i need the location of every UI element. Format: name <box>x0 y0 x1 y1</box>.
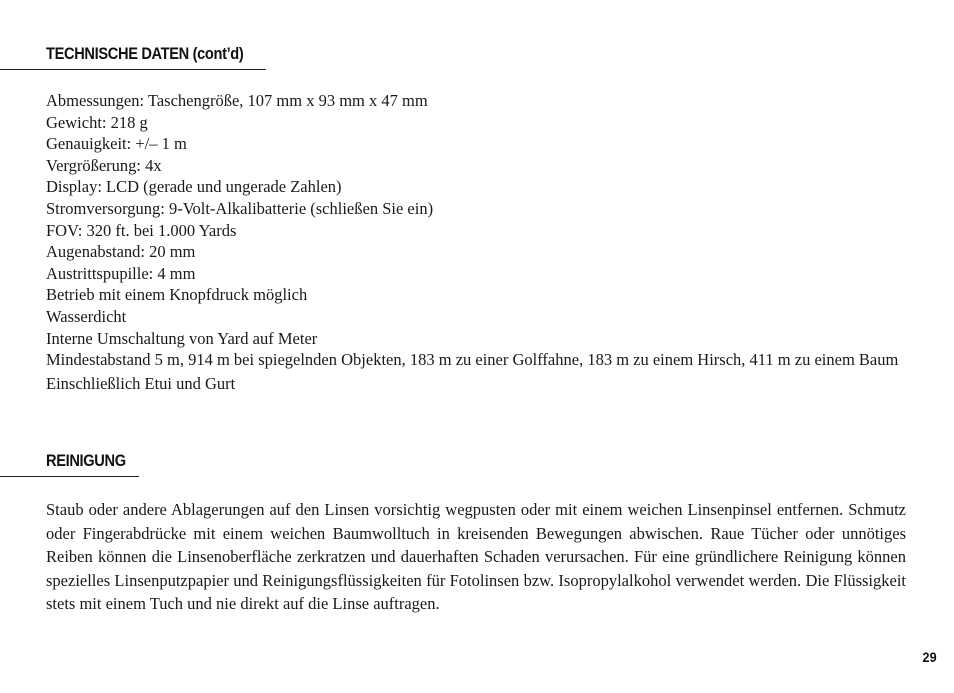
specs-heading: TECHNISCHE DATEN (cont’d) <box>46 44 244 63</box>
cleaning-heading: REINIGUNG <box>46 451 126 470</box>
spec-item-one-button: Betrieb mit einem Knopfdruck möglich <box>46 285 308 305</box>
spec-item-power-supply: Stromversorgung: 9-Volt-Alkalibatterie (schließen Sie ein) <box>46 198 434 218</box>
spec-item-magnification: Vergrößerung: 4x <box>46 155 162 175</box>
spec-item-included: Einschließlich Etui und Gurt <box>46 373 236 393</box>
specs-list <box>46 90 908 394</box>
spec-item-unit-switch: Interne Umschaltung von Yard auf Meter <box>46 328 318 348</box>
spec-item-waterproof: Wasserdicht <box>46 306 127 326</box>
spec-item-exit-pupil: Austrittspupille: 4 mm <box>46 263 196 283</box>
spec-item-fov: FOV: 320 ft. bei 1.000 Yards <box>46 220 237 240</box>
spec-item-range: Mindestabstand 5 m, 914 m bei spiegelnden Objekten, 183 m zu einer Golffahne, 183 m zu einem Hirsch, 411 m zu einem Baum <box>46 350 899 370</box>
spec-item-eye-relief: Augenabstand: 20 mm <box>46 242 196 262</box>
page-number: 29 <box>922 649 937 665</box>
cleaning-paragraph: Staub oder andere Ablagerungen auf den Linsen vorsichtig wegpusten oder mit einem weichen Linsenpinsel entfernen. Schmutz oder Fingerabdrücke mit einem weichen Baumwolltuch in kreisenden Bewegungen abwischen. Raue Tücher oder unnötiges Reiben können die Linsenoberfläche zerkratzen und dauerhaften Schaden verursachen. Für eine gründlichere Reinigung können spezielles Linsenputzpapier und Reinigungsflüssigkeiten für Fotolinsen bzw. Isopropylalkohol verwendet werden. Die Flüssigkeit stets mit einem Tuch und nie direkt auf die Linse auftragen. <box>46 500 906 614</box>
spec-item-accuracy: Genauigkeit: +/– 1 m <box>46 134 187 154</box>
spec-item-dimensions: Abmessungen: Taschengröße, 107 mm x 93 mm x 47 mm <box>46 91 428 110</box>
spec-item-weight: Gewicht: 218 g <box>46 112 148 132</box>
spec-item-display: Display: LCD (gerade und ungerade Zahlen) <box>46 177 342 197</box>
cleaning-heading-rule <box>0 476 139 477</box>
specs-heading-rule <box>0 69 266 70</box>
